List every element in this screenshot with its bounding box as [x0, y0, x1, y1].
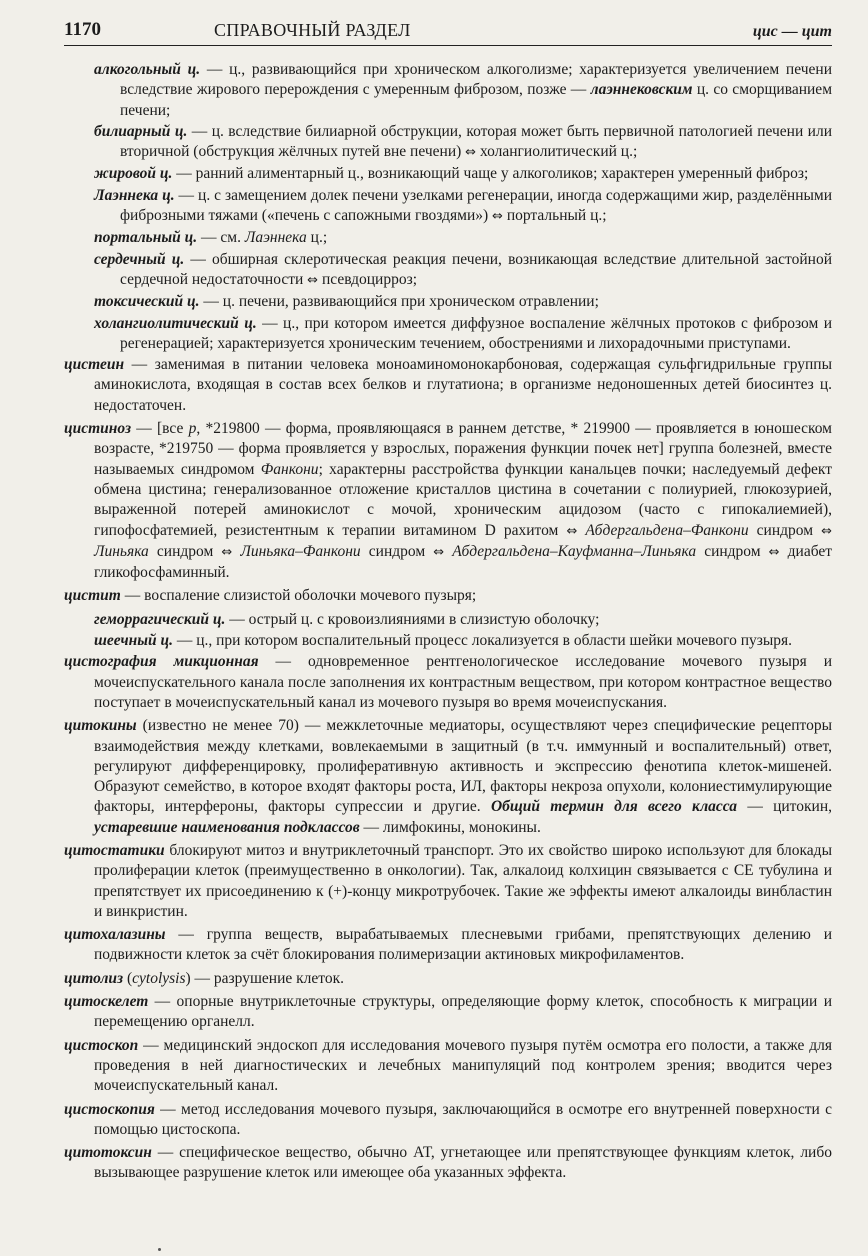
section-title: СПРАВОЧНЫЙ РАЗДЕЛ [214, 20, 411, 40]
rho-symbol: р [188, 420, 197, 438]
entry-text: — обширная склеротическая реакция печени, возникающая вследствие длительной застойной сердечной недостаточности [120, 250, 833, 288]
subentry-biliarny [94, 122, 832, 164]
entry-text: — ц., развивающийся при хроническом алкоголизме; характеризуется увеличением печени вследствие жирового перерождения с умеренным фиброзом, позже — [120, 61, 832, 99]
cross-reference: Абдергальдена–Фанкони [585, 521, 749, 539]
entry-text: — заменимая в питании человека моноаминомонокарбоновая, содержащая сульфгидрильные группы аминокислота, входящая в состав всех белков и глутатиона; в организме недоношенных детей биосинтез ц. недостаточен. [94, 356, 832, 414]
entry-text: — ранний алиментарный ц., возникающий чаще у алкоголиков; характерен умеренный фиброз; [172, 165, 809, 183]
entry-term: жировой ц. [94, 165, 173, 183]
entry-text: — острый ц. с кровоизлияниями в слизистую оболочку; [225, 610, 600, 628]
entry-text: — ц., при котором воспалительный процесс локализуется в области шейки мочевого пузыря. [172, 632, 793, 650]
cross-reference: Фанкони [260, 460, 319, 478]
entry-term: цитотоксин [64, 1144, 152, 1162]
entry-text: — ц., при котором имеется диффузное воспаление жёлчных протоков с фиброзом и регенерацией; характеризуется хроническим течением, обострениями и лихорадочными приступами. [120, 314, 832, 352]
entry-term: цитохалазины [64, 926, 166, 944]
cross-reference: Линьяка [94, 542, 149, 560]
entry-cistoskopia [64, 1100, 832, 1141]
subentry-holangiolitichesky [94, 314, 832, 355]
entry-text: — [все [131, 420, 189, 438]
entry-term: портальный ц. [94, 229, 198, 247]
entry-cistit [64, 586, 832, 606]
entry-text: — метод исследования мочевого пузыря, заключающийся в осмотре его внутренней поверхности с помощью цистоскопа. [94, 1100, 832, 1138]
entry-text: диабет гликофосфаминный. [94, 542, 833, 582]
entry-term: цитокины [64, 717, 137, 735]
entry-text: — цитокин, [737, 798, 832, 816]
entry-term: холангиолитический ц. [94, 314, 257, 332]
entry-term: геморрагический ц. [94, 610, 226, 628]
entry-text: портальный ц.; [502, 207, 607, 225]
double-arrow-icon: ⇔ [768, 544, 780, 560]
cross-reference: Линьяка–Фанкони [240, 542, 361, 560]
entry-text: синдром [148, 542, 222, 560]
double-arrow-icon: ⇔ [433, 544, 445, 560]
entry-text: псевдоцирроз; [318, 270, 418, 288]
entry-cistinoz [64, 419, 832, 583]
entry-text: — лимфокины, монокины. [359, 818, 541, 836]
entry-cistoskop [64, 1036, 832, 1097]
entry-term: цистит [64, 587, 121, 605]
entry-term: сердечный ц. [94, 250, 185, 268]
subentry-portalny [94, 228, 832, 248]
entry-text: — медицинский эндоскоп для исследования мочевого пузыря путём осмотра его полости, а также для проведения в ней диагностических и лечебных манипуляций под контролем зрения; вводится через мочеиспускательный канал. [94, 1036, 832, 1095]
entry-term: токсический ц. [94, 293, 200, 311]
entry-text: — одновременное рентгенологическое исследование мочевого пузыря и мочеиспускательного канала после заполнения их контрастным веществом, при котором контрастное вещество поступает в мочеиспускательный канал из мочевого пузыря во время мочеиспускания. [94, 653, 833, 711]
entry-text: — группа веществ, вырабатываемых плесневыми грибами, препятствующих делению и подвижности клеток за счёт блокирования полимеризации актиновых микрофиламентов. [94, 926, 832, 964]
double-arrow-icon: ⇔ [566, 523, 578, 539]
entry-cistografia [64, 652, 832, 713]
entry-text: , *219800 — форма, проявляющаяся в раннем детстве, * 219900 — проявляется в юношеском возрасте, *219750 — форма проявляется у взрослых, поражения функции почек нет] группа болезней, вместе называемых синдромом [94, 420, 832, 478]
entry-term: цистиноз [64, 420, 131, 438]
entry-citoskelet [64, 992, 832, 1033]
entry-text: ц. со сморщиванием печени; [120, 81, 832, 119]
page-header [64, 10, 832, 46]
subentry-serdechny [94, 250, 832, 292]
entry-term: цистография микционная [64, 653, 259, 671]
page-number: 1170 [64, 19, 101, 40]
entry-citoliz [64, 969, 832, 989]
entry-text: — ц. печени, развивающийся при хроническом отравлении; [199, 293, 599, 311]
entry-text: ) — разрушение клеток. [185, 969, 345, 987]
cross-reference: Общий термин для всего класса [490, 798, 738, 816]
entry-citotoksin [64, 1143, 832, 1184]
entry-term: цитостатики [64, 841, 165, 859]
entry-text: (известно не менее 70) — межклеточные медиаторы, осуществляют через специфические рецепторы взаимодействия между клетками, вовлекаемыми в защитный (в т.ч. иммунный и воспалительный) ответ, регулируют дифференцировку, пролиферативную активность и экспрессию фенотипа клеток-мишеней. Образуют семейство, в которое входят факторы роста, ИЛ, факторы некроза опухоли, колониестимулирующие факторы, интерфероны, факторы супрессии и другие. [94, 717, 832, 816]
entry-term: цистоскоп [64, 1036, 139, 1054]
subentry-gemorragichesky [94, 610, 832, 630]
entry-text: ; характерны расстройства функции канальцев почки; наследуемый дефект обмена цистина; генерализованное отложение кристаллов цистина в сочетании с полиурией, глюкозурией, выраженной потерей аминокислот с мочой, хроническим ацидозом (часто с гипокалиемией), гипофосфатемией, резистентным к терапии витамином D рахитом [94, 460, 832, 539]
entry-term: алкогольный ц. [94, 61, 201, 78]
entry-citokiny [64, 716, 832, 838]
cross-reference: лаэннековским [590, 81, 693, 99]
entry-term: Лаэннека ц. [94, 186, 175, 204]
double-arrow-icon: ⇔ [492, 209, 503, 225]
latin-term: cytolysis [132, 969, 186, 987]
entry-term: шеечный ц. [94, 632, 173, 650]
double-arrow-icon: ⇔ [221, 544, 233, 560]
entry-term: цистеин [64, 356, 125, 374]
entry-text: — ц. с замещением долек печени узелками регенерации, иногда содержащими жир, разделёнными фиброзными тяжами («печень с сапожными гвоздями») [120, 186, 833, 225]
subentry-sheechny [94, 631, 832, 651]
print-speck [158, 1248, 161, 1251]
entry-text: ( [123, 969, 133, 987]
entry-text: ц.; [306, 229, 328, 247]
subentry-zhirovoy [94, 164, 832, 184]
entry-term: цистоскопия [64, 1100, 155, 1118]
entry-text: синдром [748, 521, 822, 539]
entry-cistein [64, 355, 832, 416]
entry-citostatiki [64, 841, 832, 922]
subentry-toksichesky [94, 292, 832, 312]
entry-range: цис — цит [752, 23, 832, 40]
dictionary-content [64, 60, 832, 1184]
entry-text: — опорные внутриклеточные структуры, определяющие форму клеток, способность к миграции и перемещению органелл. [94, 993, 832, 1031]
double-arrow-icon: ⇔ [307, 272, 319, 288]
entry-term: цитоскелет [64, 993, 149, 1011]
cross-reference: устаревшие наименования подклассов [94, 818, 360, 836]
entry-text: синдром [696, 542, 769, 560]
entry-text: — см. [197, 229, 245, 247]
cross-reference: Абдергальдена–Кауфманна–Линьяка [452, 542, 697, 560]
entry-text: блокируют митоз и внутриклеточный транспорт. Это их свойство широко используют для блокады пролиферации клеток (преимущественно в онкологии). Так, алкалоид колхицин связывается с СЕ тубулина и препятствует их присоединению к (+)-концу микротрубочек. Такие же эффекты имеют алкалоиды винбластин и винкристин. [94, 841, 832, 920]
entry-text: — специфическое вещество, обычно АТ, угнетающее или препятствующее функциям клеток, либо вызывающее разрушение клеток или имеющее оба указанных эффекта. [94, 1144, 832, 1182]
entry-text: — ц. вследствие билиарной обструкции, которая может быть первичной патологией печени или вторичной (обструкция жёлчных путей вне печени) [120, 122, 833, 161]
double-arrow-icon: ⇔ [465, 145, 477, 161]
entry-term: билиарный ц. [94, 122, 188, 140]
entry-term: цитолиз [64, 969, 124, 987]
subentry-alkogolny [94, 60, 832, 121]
entry-text: — воспаление слизистой оболочки мочевого пузыря; [120, 587, 477, 605]
cross-reference: Лаэннека [244, 229, 307, 247]
entry-text: холангиолитический ц.; [476, 143, 638, 161]
double-arrow-icon: ⇔ [821, 523, 832, 539]
subentry-laenneka [94, 186, 832, 228]
entry-text: синдром [360, 542, 434, 560]
entry-citohalaziny [64, 925, 832, 966]
